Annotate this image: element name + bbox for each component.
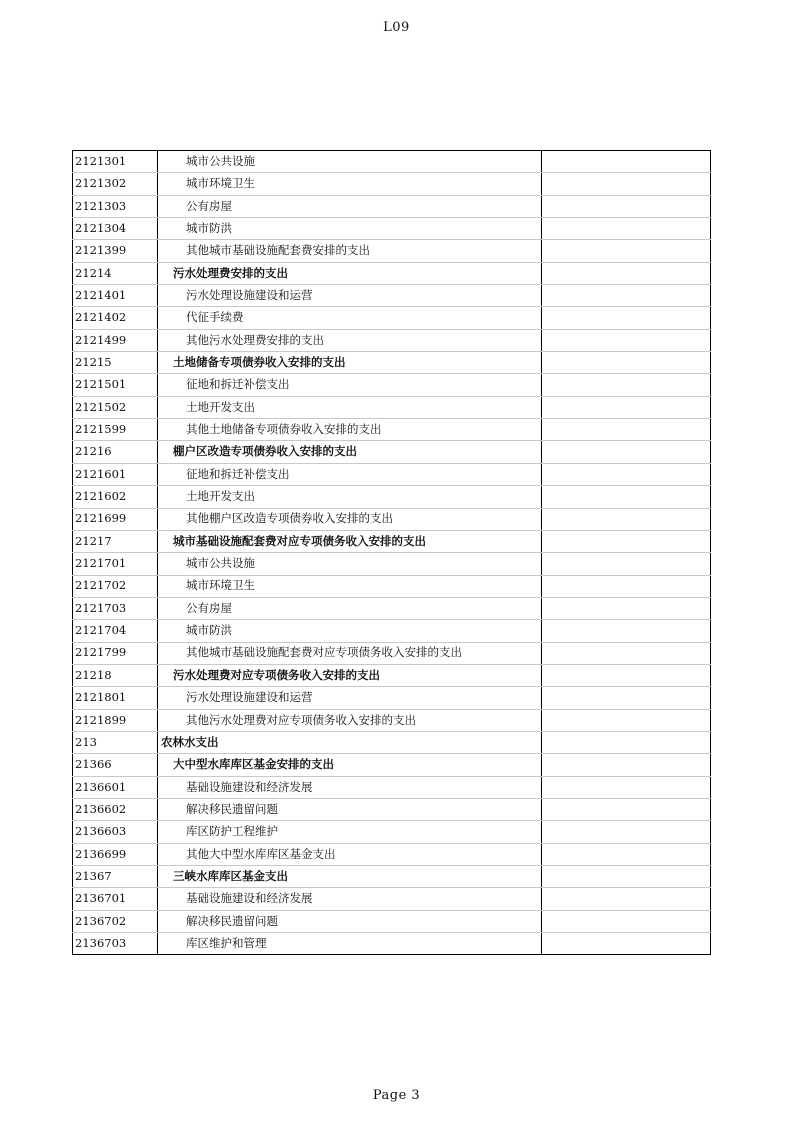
table-row [73,218,711,240]
row-amount-cell [542,821,711,843]
row-name-cell: 土地储备专项债券收入安排的支出 [158,352,542,374]
table-row [73,776,711,798]
row-amount-cell [542,888,711,910]
table-row [73,262,711,284]
table-row [73,798,711,820]
row-code-cell: 21366 [73,754,158,776]
row-amount-cell [542,754,711,776]
row-code-cell: 2121702 [73,575,158,597]
row-amount-cell [542,419,711,441]
row-code-cell: 2136703 [73,933,158,955]
row-code-cell: 21367 [73,866,158,888]
row-amount-cell [542,575,711,597]
row-name-cell: 解决移民遗留问题 [158,910,542,932]
row-amount-cell [542,218,711,240]
row-amount-cell [542,664,711,686]
row-name-cell: 其他污水处理费对应专项债务收入安排的支出 [158,709,542,731]
row-code-cell: 2121699 [73,508,158,530]
table-row [73,731,711,753]
row-code-cell: 213 [73,731,158,753]
table-row [73,441,711,463]
row-code-cell: 2121704 [73,620,158,642]
row-name-cell: 农林水支出 [158,731,542,753]
table-row [73,240,711,262]
row-code-cell: 2136603 [73,821,158,843]
row-amount-cell [542,687,711,709]
table-row [73,642,711,664]
row-amount-cell [542,352,711,374]
row-amount-cell [542,798,711,820]
table-body [73,151,711,955]
row-name-cell: 基础设施建设和经济发展 [158,888,542,910]
table-row [73,933,711,955]
table-row [73,553,711,575]
row-name-cell: 库区维护和管理 [158,933,542,955]
row-code-cell: 2121501 [73,374,158,396]
row-code-cell: 21217 [73,530,158,552]
table-row [73,285,711,307]
table-row [73,463,711,485]
row-code-cell: 2121304 [73,218,158,240]
table-row [73,821,711,843]
row-name-cell: 征地和拆迁补偿支出 [158,374,542,396]
row-code-cell: 2121302 [73,173,158,195]
table-row [73,597,711,619]
row-amount-cell [542,285,711,307]
row-amount-cell [542,553,711,575]
row-name-cell: 棚户区改造专项债券收入安排的支出 [158,441,542,463]
row-name-cell: 三峡水库库区基金支出 [158,866,542,888]
table-row [73,664,711,686]
row-amount-cell [542,329,711,351]
row-code-cell: 2121601 [73,463,158,485]
row-name-cell: 城市公共设施 [158,151,542,173]
row-name-cell: 公有房屋 [158,195,542,217]
row-amount-cell [542,731,711,753]
row-name-cell: 土地开发支出 [158,486,542,508]
row-code-cell: 21216 [73,441,158,463]
row-name-cell: 城市防洪 [158,218,542,240]
table-row [73,843,711,865]
row-amount-cell [542,597,711,619]
row-code-cell: 2121399 [73,240,158,262]
table-row [73,329,711,351]
row-code-cell: 2136701 [73,888,158,910]
row-amount-cell [542,262,711,284]
row-code-cell: 2121703 [73,597,158,619]
row-code-cell: 2121701 [73,553,158,575]
row-name-cell: 城市基础设施配套费对应专项债务收入安排的支出 [158,530,542,552]
row-name-cell: 征地和拆迁补偿支出 [158,463,542,485]
row-amount-cell [542,374,711,396]
row-code-cell: 2121301 [73,151,158,173]
row-name-cell: 其他城市基础设施配套费安排的支出 [158,240,542,262]
row-amount-cell [542,642,711,664]
row-amount-cell [542,910,711,932]
row-code-cell: 2121799 [73,642,158,664]
table-row [73,374,711,396]
row-amount-cell [542,709,711,731]
row-name-cell: 污水处理费安排的支出 [158,262,542,284]
row-code-cell: 2121599 [73,419,158,441]
row-name-cell: 城市防洪 [158,620,542,642]
table-row [73,195,711,217]
row-code-cell: 2121801 [73,687,158,709]
row-name-cell: 土地开发支出 [158,396,542,418]
row-amount-cell [542,240,711,262]
table-row [73,620,711,642]
row-code-cell: 2121303 [73,195,158,217]
table-row [73,687,711,709]
row-amount-cell [542,933,711,955]
row-name-cell: 城市公共设施 [158,553,542,575]
row-name-cell: 城市环境卫生 [158,575,542,597]
row-name-cell: 库区防护工程维护 [158,821,542,843]
table-row [73,352,711,374]
table-row [73,575,711,597]
row-code-cell: 2136699 [73,843,158,865]
row-name-cell: 代征手续费 [158,307,542,329]
row-name-cell: 其他城市基础设施配套费对应专项债务收入安排的支出 [158,642,542,664]
row-name-cell: 其他棚户区改造专项债券收入安排的支出 [158,508,542,530]
table-row [73,709,711,731]
row-code-cell: 2121401 [73,285,158,307]
row-amount-cell [542,486,711,508]
row-code-cell: 21214 [73,262,158,284]
row-code-cell: 2121602 [73,486,158,508]
row-amount-cell [542,843,711,865]
table-row [73,419,711,441]
row-code-cell: 21215 [73,352,158,374]
row-amount-cell [542,620,711,642]
row-amount-cell [542,530,711,552]
row-name-cell: 城市环境卫生 [158,173,542,195]
table-row [73,173,711,195]
page-number: Page 3 [372,1088,421,1103]
row-amount-cell [542,463,711,485]
row-name-cell: 污水处理设施建设和运营 [158,687,542,709]
table-row [73,396,711,418]
row-amount-cell [542,441,711,463]
row-name-cell: 解决移民遗留问题 [158,798,542,820]
expenditure-table [72,150,711,955]
row-name-cell: 污水处理设施建设和运营 [158,285,542,307]
row-code-cell: 2121499 [73,329,158,351]
row-code-cell: 2136702 [73,910,158,932]
table-row [73,151,711,173]
row-amount-cell [542,866,711,888]
row-amount-cell [542,776,711,798]
table-row [73,486,711,508]
table-row [73,888,711,910]
page-header-title: L09 [383,20,410,35]
row-amount-cell [542,396,711,418]
table-row [73,754,711,776]
row-name-cell: 其他土地储备专项债券收入安排的支出 [158,419,542,441]
row-name-cell: 公有房屋 [158,597,542,619]
table-row [73,307,711,329]
row-amount-cell [542,173,711,195]
row-amount-cell [542,508,711,530]
row-code-cell: 2121402 [73,307,158,329]
row-code-cell: 2136602 [73,798,158,820]
row-name-cell: 污水处理费对应专项债务收入安排的支出 [158,664,542,686]
row-code-cell: 2121502 [73,396,158,418]
table-row [73,866,711,888]
table-row [73,530,711,552]
row-name-cell: 其他大中型水库库区基金支出 [158,843,542,865]
row-code-cell: 2136601 [73,776,158,798]
table-row [73,508,711,530]
row-amount-cell [542,307,711,329]
row-code-cell: 21218 [73,664,158,686]
row-name-cell: 基础设施建设和经济发展 [158,776,542,798]
row-code-cell: 2121899 [73,709,158,731]
row-amount-cell [542,151,711,173]
row-amount-cell [542,195,711,217]
row-name-cell: 其他污水处理费安排的支出 [158,329,542,351]
row-name-cell: 大中型水库库区基金安排的支出 [158,754,542,776]
table-row [73,910,711,932]
